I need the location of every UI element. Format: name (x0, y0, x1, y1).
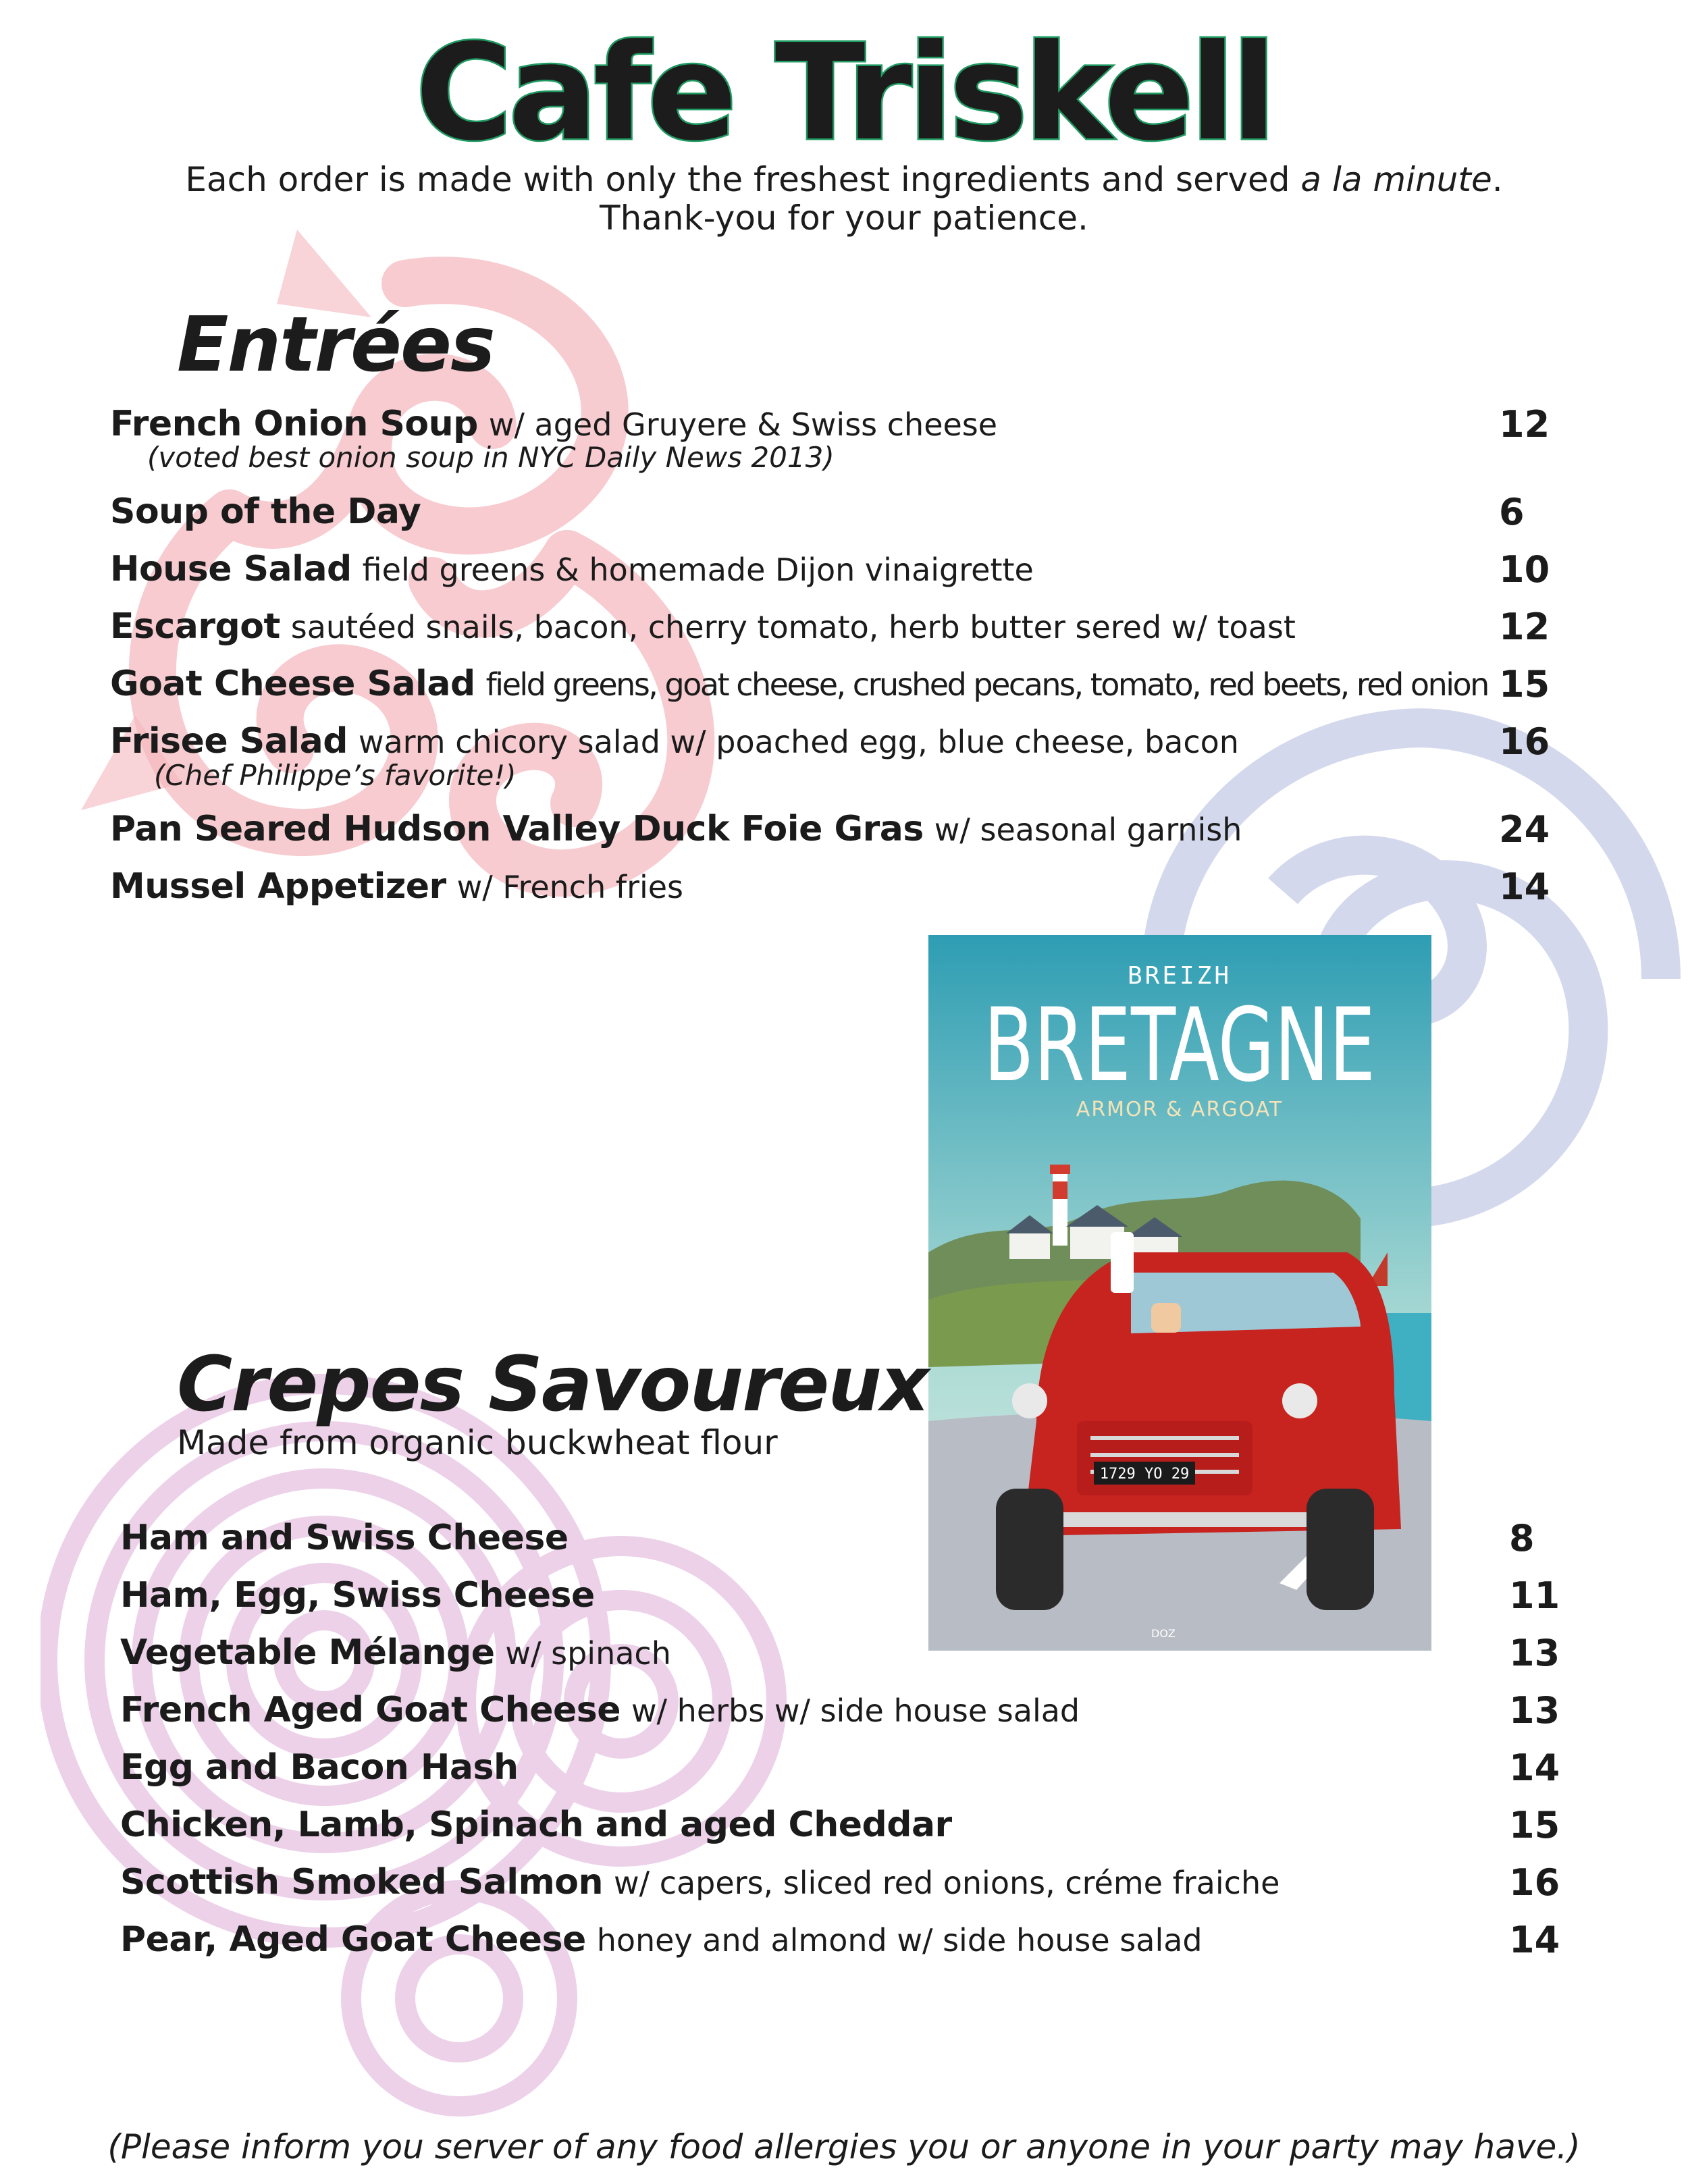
menu-item (110, 491, 421, 532)
item-description: w/ aged Gruyere & Swiss cheese (488, 406, 998, 443)
item-price: 12 (1499, 403, 1550, 446)
crepes-subtitle: Made from organic buckwheat flour (177, 1423, 778, 1462)
tagline-start: Each order is made with only the freshest ingredients and served (185, 160, 1301, 199)
item-name: Escargot (110, 606, 280, 647)
item-name: Pan Seared Hudson Valley Duck Foie Gras (110, 809, 924, 849)
poster-signature: DOZ (1151, 1627, 1176, 1640)
item-description: w/ herbs w/ side house salad (631, 1693, 1080, 1729)
entrees-heading: Entrées (177, 301, 494, 389)
item-name: Egg and Bacon Hash (120, 1747, 519, 1788)
tagline (0, 161, 1688, 200)
item-price: 24 (1499, 808, 1550, 851)
poster-top-word: BREIZH (1127, 962, 1232, 990)
item-name: Vegetable Mélange (120, 1632, 495, 1673)
item-name: Scottish Smoked Salmon (120, 1862, 604, 1902)
item-description: warm chicory salad w/ poached egg, blue cheese, bacon (358, 724, 1239, 760)
menu-item (110, 406, 997, 442)
item-price: 16 (1499, 720, 1550, 763)
item-note: (voted best onion soup in NYC Daily News 2013) (147, 441, 835, 474)
item-price: 15 (1509, 1804, 1560, 1846)
item-name: Goat Cheese Salad (110, 664, 475, 704)
item-description: w/ French fries (456, 869, 684, 905)
poster-title: BRETAGNE (984, 987, 1375, 1104)
crepes-heading: Crepes Savoureux (177, 1341, 928, 1429)
item-description: honey and almond w/ side house salad (596, 1922, 1203, 1959)
item-price: 8 (1509, 1517, 1535, 1560)
item-name: Frisee Salad (110, 721, 348, 762)
allergy-note: (Please inform you server of any food allergies you or anyone in your party may have.) (107, 2127, 1581, 2166)
item-name: Soup of the Day (110, 491, 421, 532)
tagline-end: . (1492, 160, 1503, 199)
menu-item (110, 866, 684, 907)
menu-item (120, 1862, 1280, 1902)
menu-item (120, 1747, 519, 1788)
menu-item (110, 549, 1034, 589)
item-description: sautéed snails, bacon, cherry tomato, herb butter sered w/ toast (290, 609, 1296, 645)
item-price: 13 (1509, 1632, 1560, 1674)
menu-item (110, 811, 1242, 847)
item-description: w/ capers, sliced red onions, créme fraiche (613, 1865, 1280, 1901)
item-name: French Aged Goat Cheese (120, 1690, 621, 1730)
item-name: Ham, Egg, Swiss Cheese (120, 1575, 595, 1616)
menu-item (120, 1518, 569, 1558)
item-name: French Onion Soup (110, 404, 478, 444)
menu-item (120, 1919, 1203, 1960)
item-price: 6 (1499, 491, 1525, 533)
menu-item (120, 1805, 952, 1845)
item-price: 16 (1509, 1861, 1560, 1904)
item-price: 14 (1509, 1919, 1560, 1961)
tagline-italic: a la minute (1300, 160, 1492, 199)
item-price: 13 (1509, 1689, 1560, 1732)
menu-item (110, 721, 1239, 762)
item-name: Pear, Aged Goat Cheese (120, 1919, 586, 1960)
tagline-line2: Thank-you for your patience. (600, 198, 1088, 238)
item-price: 14 (1499, 865, 1550, 908)
menu-item (120, 1690, 1080, 1730)
item-description: w/ spinach (505, 1635, 671, 1672)
item-description: w/ seasonal garnish (934, 811, 1242, 848)
item-name: Ham and Swiss Cheese (120, 1518, 569, 1558)
item-note: (Chef Philippe’s favorite!) (154, 759, 517, 792)
item-description: field greens, goat cheese, crushed pecans, tomato, red beets, red onion (485, 666, 1488, 703)
item-price: 11 (1509, 1574, 1560, 1617)
item-name: Mussel Appetizer (110, 866, 446, 907)
poster-subtitle: ARMOR & ARGOAT (1076, 1098, 1284, 1121)
menu-item (110, 606, 1296, 647)
menu-item (110, 664, 1488, 704)
bretagne-poster (928, 935, 1431, 1651)
menu-item (120, 1632, 671, 1673)
item-price: 15 (1499, 663, 1550, 705)
restaurant-title: Cafe Triskell (415, 16, 1273, 170)
poster-plate-text: 1729 YO 29 (1099, 1466, 1190, 1483)
item-name: Chicken, Lamb, Spinach and aged Cheddar (120, 1805, 952, 1845)
item-description: field greens & homemade Dijon vinaigrette (362, 552, 1034, 588)
item-price: 12 (1499, 606, 1550, 648)
item-price: 10 (1499, 548, 1550, 591)
menu-item (120, 1575, 595, 1616)
item-price: 14 (1509, 1747, 1560, 1789)
item-name: House Salad (110, 549, 352, 589)
